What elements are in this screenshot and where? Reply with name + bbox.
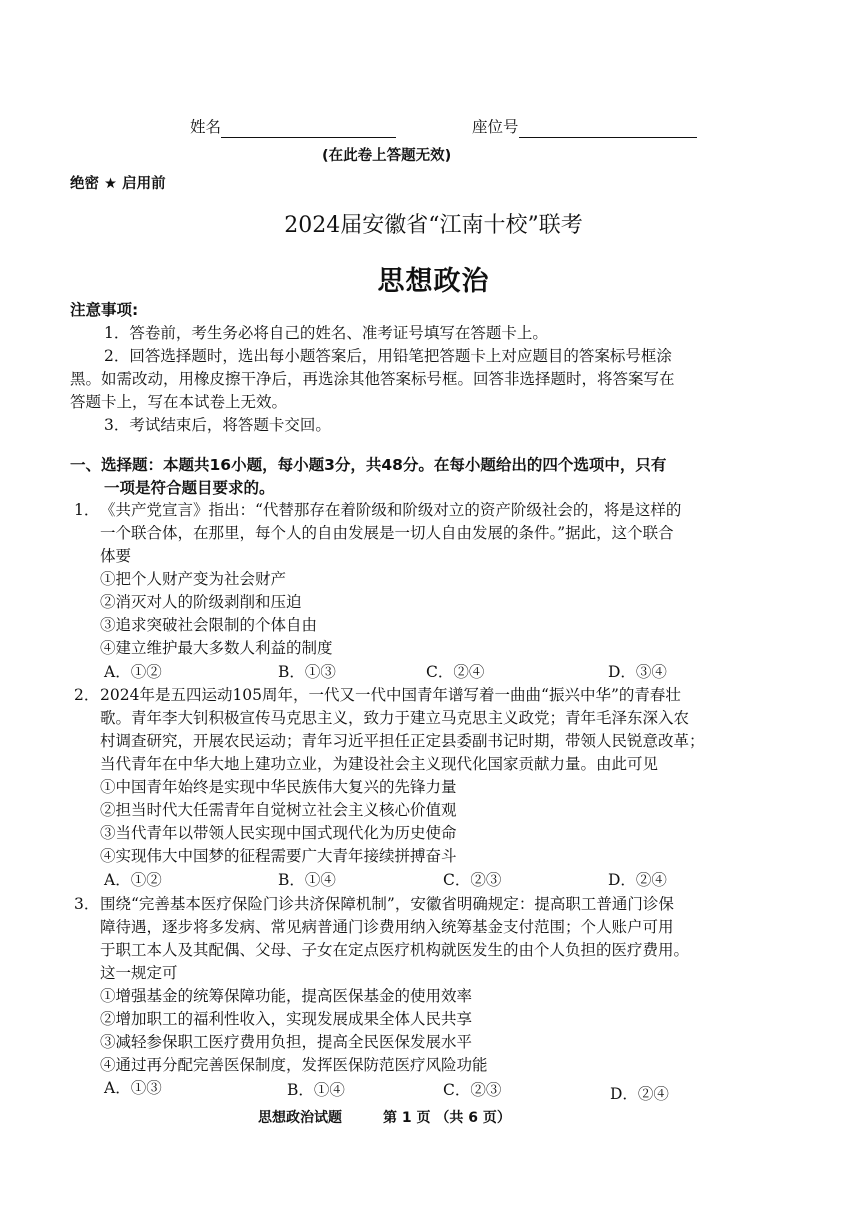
option-d: D．②④ bbox=[608, 871, 667, 889]
statement-item: ③追求突破社会限制的个体自由 bbox=[100, 616, 318, 634]
statement-item: ④实现伟大中国梦的征程需要广大青年接续拼搏奋斗 bbox=[100, 847, 457, 865]
secret-mark: 绝密 ★ 启用前 bbox=[70, 176, 166, 192]
exam-title: 2024届安徽省“江南十校”联考 bbox=[284, 213, 583, 238]
question-stem: 2024年是五四运动105周年，一代又一代中国青年谱写着一曲曲“振兴中华”的青春壮 bbox=[100, 686, 681, 704]
question-stem: 一个联合体，在那里，每个人的自由发展是一切人自由发展的条件。”据此，这个联合 bbox=[100, 524, 674, 542]
question-number: 2． bbox=[74, 686, 100, 704]
option-b: B．①④ bbox=[287, 1081, 345, 1099]
option-c: C．②③ bbox=[443, 1081, 502, 1099]
seat-field bbox=[472, 116, 697, 138]
question-stem: 于职工本人及其配偶、父母、子女在定点医疗机构就医发生的由个人负担的医疗费用。 bbox=[100, 941, 690, 959]
instruction-line: 1．答卷前，考生务必将自己的姓名、准考证号填写在答题卡上。 bbox=[104, 324, 548, 342]
statement-item: ④建立维护最大多数人利益的制度 bbox=[100, 639, 333, 657]
instruction-line: 3．考试结束后，将答题卡交回。 bbox=[104, 416, 331, 434]
instructions-heading: 注意事项: bbox=[70, 301, 139, 319]
notice: (在此卷上答题无效) bbox=[322, 148, 452, 164]
statement-item: ④通过再分配完善医保制度，发挥医保防范医疗风险功能 bbox=[100, 1056, 488, 1074]
statement-item: ①增强基金的统筹保障功能，提高医保基金的使用效率 bbox=[100, 987, 473, 1005]
question-stem: 《共产党宣言》指出：“代替那存在着阶级和阶级对立的资产阶级社会的，将是这样的 bbox=[100, 501, 682, 519]
question-stem: 这一规定可 bbox=[100, 964, 178, 982]
subject-title: 思想政治 bbox=[377, 266, 490, 297]
name-blank bbox=[221, 123, 396, 138]
question-stem: 当代青年在中华大地上建功立业，为建设社会主义现代化国家贡献力量。由此可见 bbox=[100, 755, 659, 773]
statement-item: ③减轻参保职工医疗费用负担，提高全民医保发展水平 bbox=[100, 1033, 473, 1051]
statement-item: ①中国青年始终是实现中华民族伟大复兴的先锋力量 bbox=[100, 778, 457, 796]
name-label: 姓名 bbox=[190, 118, 222, 136]
option-a: A．①③ bbox=[104, 1079, 162, 1097]
statement-item: ②担当时代大任需青年自觉树立社会主义核心价值观 bbox=[100, 801, 457, 819]
question-number: 3． bbox=[74, 895, 100, 913]
option-d: D．③④ bbox=[608, 663, 667, 681]
name-field bbox=[190, 116, 396, 138]
seat-blank bbox=[519, 123, 697, 138]
footer-subject: 思想政治试题 bbox=[258, 1110, 342, 1126]
option-c: C．②③ bbox=[443, 871, 502, 889]
option-a: A．①② bbox=[104, 663, 162, 681]
question-stem: 村调查研究，开展农民运动；青年习近平担任正定县委副书记时期，带领人民锐意改革； bbox=[100, 732, 705, 750]
option-a: A．①② bbox=[104, 871, 162, 889]
question-stem: 障待遇，逐步将多发病、常见病普通门诊费用纳入统筹基金支付范围；个人账户可用 bbox=[100, 918, 674, 936]
statement-item: ②消灭对人的阶级剥削和压迫 bbox=[100, 593, 302, 611]
statement-item: ③当代青年以带领人民实现中国式现代化为历史使命 bbox=[100, 824, 457, 842]
statement-item: ①把个人财产变为社会财产 bbox=[100, 570, 287, 588]
instruction-line: 答题卡上，写在本试卷上无效。 bbox=[70, 393, 288, 411]
statement-item: ②增加职工的福利性收入，实现发展成果全体人民共享 bbox=[100, 1010, 473, 1028]
option-b: B．①④ bbox=[278, 871, 336, 889]
option-b: B．①③ bbox=[278, 663, 336, 681]
question-stem: 围绕“完善基本医疗保险门诊共济保障机制”，安徽省明确规定：提高职工普通门诊保 bbox=[100, 895, 674, 913]
section-heading-cont: 一项是符合题目要求的。 bbox=[104, 479, 275, 497]
instruction-line: 2．回答选择题时，选出每小题答案后，用铅笔把答题卡上对应题目的答案标号框涂 bbox=[104, 347, 672, 365]
footer-page: 第 1 页 （共 6 页） bbox=[383, 1110, 511, 1126]
question-stem: 体要 bbox=[100, 547, 132, 565]
question-number: 1． bbox=[74, 501, 100, 519]
option-d: D．②④ bbox=[610, 1085, 669, 1103]
seat-label: 座位号 bbox=[472, 118, 519, 136]
section-heading: 一、选择题：本题共16小题，每小题3分，共48分。在每小题给出的四个选项中，只有 bbox=[70, 456, 667, 474]
option-c: C．②④ bbox=[426, 663, 485, 681]
instruction-line: 黑。如需改动，用橡皮擦干净后，再选涂其他答案标号框。回答非选择题时，将答案写在 bbox=[70, 370, 675, 388]
question-stem: 歌。青年李大钊积极宣传马克思主义，致力于建立马克思主义政党；青年毛泽东深入农 bbox=[100, 709, 690, 727]
